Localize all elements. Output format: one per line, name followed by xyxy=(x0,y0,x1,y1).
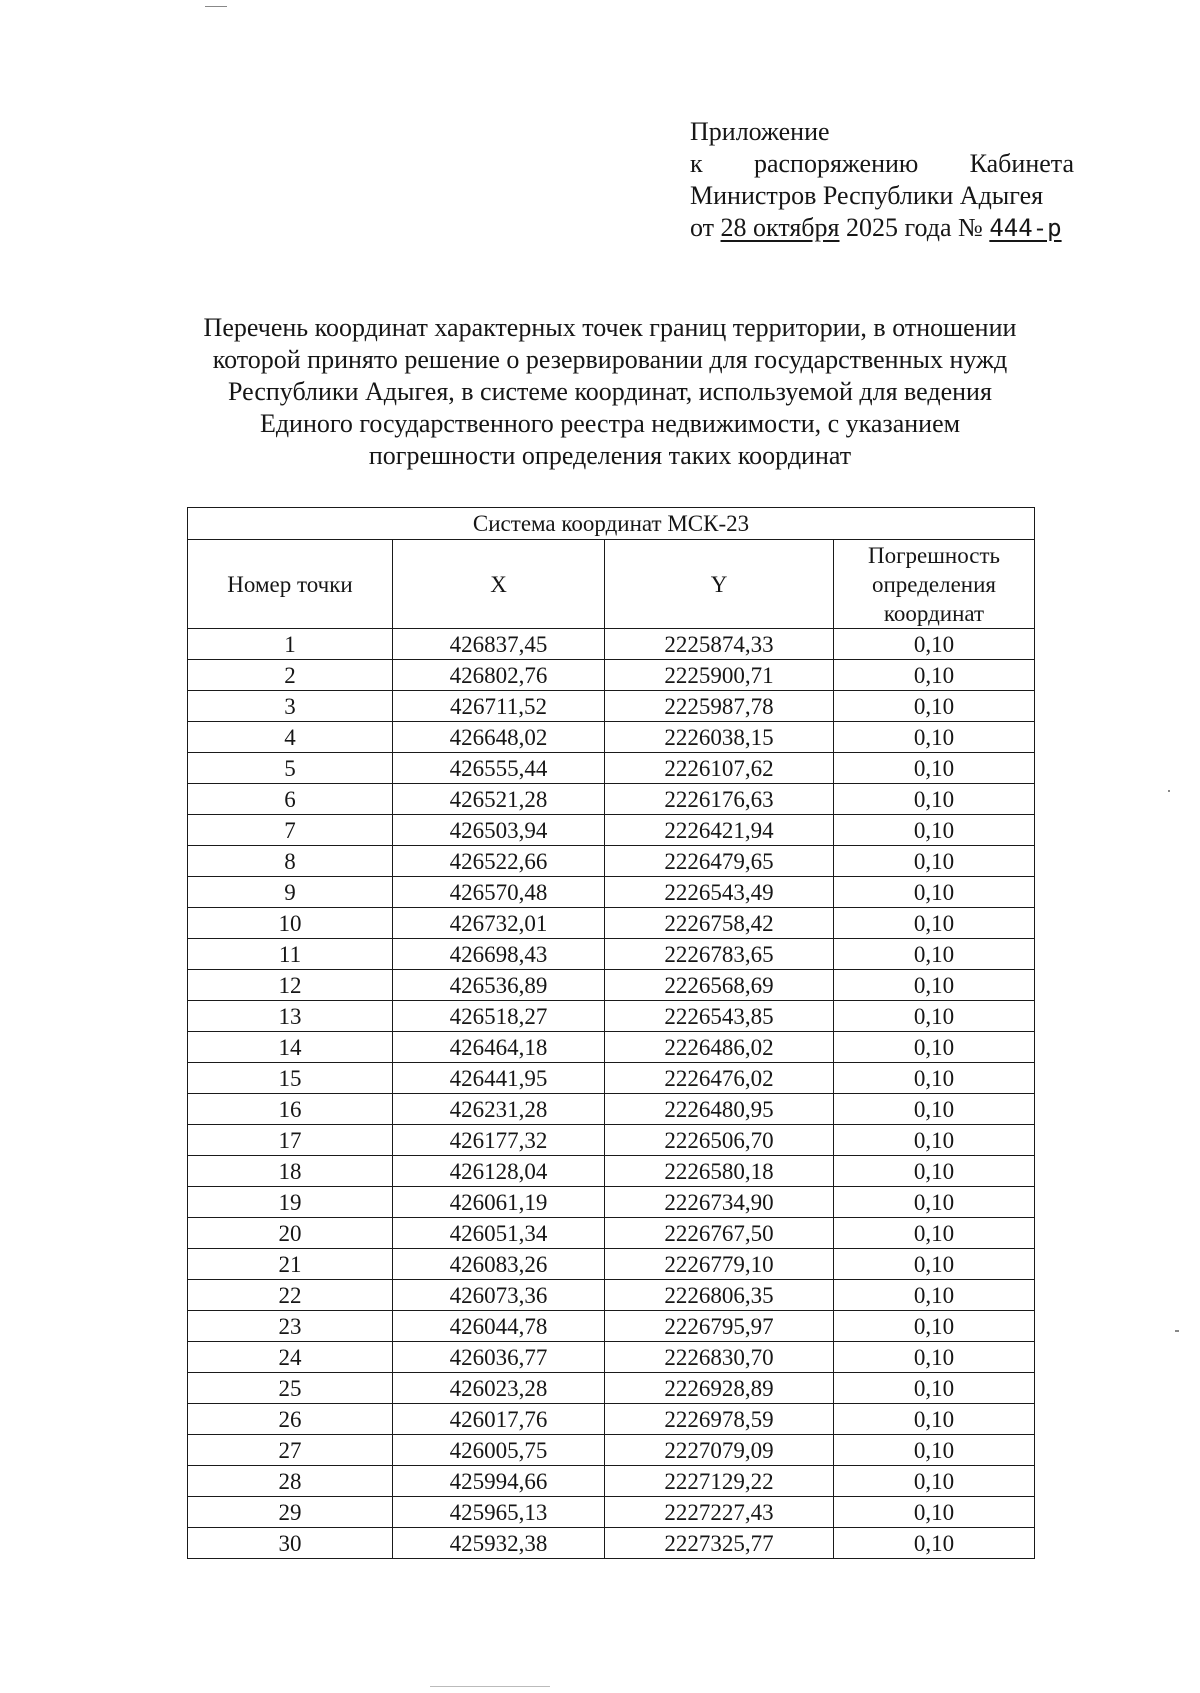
y-coordinate-cell: 2226806,35 xyxy=(605,1280,834,1311)
error-cell: 0,10 xyxy=(834,1063,1035,1094)
error-cell: 0,10 xyxy=(834,1218,1035,1249)
y-coordinate-cell: 2226038,15 xyxy=(605,722,834,753)
point-number-cell: 1 xyxy=(188,629,393,660)
table-row xyxy=(188,1032,1035,1063)
point-number-cell: 3 xyxy=(188,691,393,722)
table-row xyxy=(188,1187,1035,1218)
x-coordinate-cell: 425932,38 xyxy=(393,1528,605,1559)
x-coordinate-cell: 426522,66 xyxy=(393,846,605,877)
coordinates-table xyxy=(187,507,1035,1559)
point-number-cell: 4 xyxy=(188,722,393,753)
table-row xyxy=(188,1063,1035,1094)
point-number-cell: 29 xyxy=(188,1497,393,1528)
error-cell: 0,10 xyxy=(834,691,1035,722)
y-coordinate-cell: 2227129,22 xyxy=(605,1466,834,1497)
appendix-date-filled: 28 октября xyxy=(720,213,840,242)
x-coordinate-cell: 426005,75 xyxy=(393,1435,605,1466)
title-line: погрешности определения таких координат xyxy=(368,441,852,470)
error-cell: 0,10 xyxy=(834,939,1035,970)
title-line: Перечень координат характерных точек границ территории, в отношении xyxy=(203,313,1017,342)
y-coordinate-cell: 2226107,62 xyxy=(605,753,834,784)
point-number-cell: 17 xyxy=(188,1125,393,1156)
table-row xyxy=(188,1435,1035,1466)
appendix-block xyxy=(690,116,1074,244)
table-row xyxy=(188,1001,1035,1032)
error-cell: 0,10 xyxy=(834,1497,1035,1528)
x-coordinate-cell: 426231,28 xyxy=(393,1094,605,1125)
table-row xyxy=(188,691,1035,722)
table-row xyxy=(188,1156,1035,1187)
table-row xyxy=(188,1311,1035,1342)
point-number-header: Номер точки xyxy=(188,540,393,629)
error-cell: 0,10 xyxy=(834,1249,1035,1280)
point-number-cell: 25 xyxy=(188,1373,393,1404)
x-coordinate-cell: 426648,02 xyxy=(393,722,605,753)
coordinate-system-header: Система координат МСК-23 xyxy=(188,508,1035,540)
error-cell: 0,10 xyxy=(834,1187,1035,1218)
error-cell: 0,10 xyxy=(834,660,1035,691)
y-coordinate-cell: 2226543,85 xyxy=(605,1001,834,1032)
error-cell: 0,10 xyxy=(834,722,1035,753)
y-coordinate-cell: 2226543,49 xyxy=(605,877,834,908)
table-row xyxy=(188,1218,1035,1249)
error-cell: 0,10 xyxy=(834,1435,1035,1466)
point-number-cell: 8 xyxy=(188,846,393,877)
scan-artifact xyxy=(1175,1330,1179,1332)
appendix-ministers-line: Министров Республики Адыгея xyxy=(690,181,1044,210)
y-coordinate-cell: 2226506,70 xyxy=(605,1125,834,1156)
table-row xyxy=(188,815,1035,846)
point-number-cell: 13 xyxy=(188,1001,393,1032)
x-coordinate-cell: 426711,52 xyxy=(393,691,605,722)
y-coordinate-cell: 2227227,43 xyxy=(605,1497,834,1528)
error-cell: 0,10 xyxy=(834,1404,1035,1435)
y-coordinate-cell: 2226568,69 xyxy=(605,970,834,1001)
point-number-cell: 20 xyxy=(188,1218,393,1249)
table-row xyxy=(188,784,1035,815)
table-row xyxy=(188,846,1035,877)
error-header-line: определения xyxy=(872,571,997,597)
y-coordinate-cell: 2226758,42 xyxy=(605,908,834,939)
coordinates-table-body xyxy=(188,629,1035,1559)
title-line: Республики Адыгея, в системе координат, используемой для ведения xyxy=(228,377,992,406)
error-header xyxy=(834,540,1035,629)
appendix-preposition: к xyxy=(690,149,703,178)
x-coordinate-cell: 426536,89 xyxy=(393,970,605,1001)
error-header-line: координат xyxy=(883,600,985,626)
point-number-cell: 19 xyxy=(188,1187,393,1218)
x-coordinate-cell: 426837,45 xyxy=(393,629,605,660)
point-number-cell: 23 xyxy=(188,1311,393,1342)
y-coordinate-cell: 2226830,70 xyxy=(605,1342,834,1373)
y-coordinate-cell: 2227325,77 xyxy=(605,1528,834,1559)
y-coordinate-cell: 2226486,02 xyxy=(605,1032,834,1063)
error-cell: 0,10 xyxy=(834,629,1035,660)
x-coordinate-cell: 426503,94 xyxy=(393,815,605,846)
x-coordinate-cell: 426518,27 xyxy=(393,1001,605,1032)
point-number-cell: 26 xyxy=(188,1404,393,1435)
error-cell: 0,10 xyxy=(834,1373,1035,1404)
x-coordinate-cell: 426073,36 xyxy=(393,1280,605,1311)
table-row xyxy=(188,1497,1035,1528)
table-row xyxy=(188,1125,1035,1156)
point-number-cell: 12 xyxy=(188,970,393,1001)
x-header: X xyxy=(393,540,605,629)
error-cell: 0,10 xyxy=(834,970,1035,1001)
x-coordinate-cell: 426698,43 xyxy=(393,939,605,970)
y-coordinate-cell: 2226176,63 xyxy=(605,784,834,815)
y-coordinate-cell: 2227079,09 xyxy=(605,1435,834,1466)
error-cell: 0,10 xyxy=(834,1156,1035,1187)
x-coordinate-cell: 426521,28 xyxy=(393,784,605,815)
point-number-cell: 5 xyxy=(188,753,393,784)
table-row xyxy=(188,1373,1035,1404)
x-coordinate-cell: 426044,78 xyxy=(393,1311,605,1342)
error-cell: 0,10 xyxy=(834,784,1035,815)
table-row xyxy=(188,629,1035,660)
y-coordinate-cell: 2226978,59 xyxy=(605,1404,834,1435)
point-number-cell: 7 xyxy=(188,815,393,846)
x-coordinate-cell: 426732,01 xyxy=(393,908,605,939)
appendix-order-word: распоряжению xyxy=(753,149,919,178)
error-cell: 0,10 xyxy=(834,908,1035,939)
table-row xyxy=(188,1094,1035,1125)
error-cell: 0,10 xyxy=(834,877,1035,908)
point-number-cell: 24 xyxy=(188,1342,393,1373)
point-number-cell: 11 xyxy=(188,939,393,970)
x-coordinate-cell: 426128,04 xyxy=(393,1156,605,1187)
point-number-cell: 22 xyxy=(188,1280,393,1311)
x-coordinate-cell: 426023,28 xyxy=(393,1373,605,1404)
x-coordinate-cell: 426464,18 xyxy=(393,1032,605,1063)
y-coordinate-cell: 2226783,65 xyxy=(605,939,834,970)
document-title xyxy=(150,312,1070,472)
table-row xyxy=(188,877,1035,908)
y-coordinate-cell: 2226795,97 xyxy=(605,1311,834,1342)
appendix-date-prefix: от xyxy=(690,213,715,242)
table-row xyxy=(188,1249,1035,1280)
error-cell: 0,10 xyxy=(834,753,1035,784)
x-coordinate-cell: 425965,13 xyxy=(393,1497,605,1528)
x-coordinate-cell: 426051,34 xyxy=(393,1218,605,1249)
y-coordinate-cell: 2226779,10 xyxy=(605,1249,834,1280)
point-number-cell: 28 xyxy=(188,1466,393,1497)
error-cell: 0,10 xyxy=(834,1311,1035,1342)
x-coordinate-cell: 426570,48 xyxy=(393,877,605,908)
point-number-cell: 6 xyxy=(188,784,393,815)
error-cell: 0,10 xyxy=(834,1032,1035,1063)
y-coordinate-cell: 2225874,33 xyxy=(605,629,834,660)
error-cell: 0,10 xyxy=(834,1094,1035,1125)
y-coordinate-cell: 2226421,94 xyxy=(605,815,834,846)
point-number-cell: 15 xyxy=(188,1063,393,1094)
table-row xyxy=(188,660,1035,691)
appendix-cabinet-word: Кабинета xyxy=(969,149,1074,178)
y-coordinate-cell: 2226580,18 xyxy=(605,1156,834,1187)
y-coordinate-cell: 2226767,50 xyxy=(605,1218,834,1249)
table-row xyxy=(188,1280,1035,1311)
point-number-cell: 14 xyxy=(188,1032,393,1063)
x-coordinate-cell: 426441,95 xyxy=(393,1063,605,1094)
error-header-line: Погрешность xyxy=(867,542,1001,568)
x-coordinate-cell: 426083,26 xyxy=(393,1249,605,1280)
table-row xyxy=(188,939,1035,970)
x-coordinate-cell: 426177,32 xyxy=(393,1125,605,1156)
title-line: которой принято решение о резервировании для государственных нужд xyxy=(212,345,1008,374)
title-line: Единого государственного реестра недвижимости, с указанием xyxy=(259,409,961,438)
y-coordinate-cell: 2226480,95 xyxy=(605,1094,834,1125)
point-number-cell: 18 xyxy=(188,1156,393,1187)
point-number-cell: 30 xyxy=(188,1528,393,1559)
x-coordinate-cell: 426036,77 xyxy=(393,1342,605,1373)
y-coordinate-cell: 2225987,78 xyxy=(605,691,834,722)
table-row xyxy=(188,1466,1035,1497)
x-coordinate-cell: 425994,66 xyxy=(393,1466,605,1497)
appendix-label: Приложение xyxy=(690,117,830,146)
x-coordinate-cell: 426555,44 xyxy=(393,753,605,784)
error-cell: 0,10 xyxy=(834,1125,1035,1156)
y-coordinate-cell: 2226734,90 xyxy=(605,1187,834,1218)
x-coordinate-cell: 426802,76 xyxy=(393,660,605,691)
table-row xyxy=(188,1404,1035,1435)
appendix-year: 2025 года № xyxy=(846,213,983,242)
x-coordinate-cell: 426017,76 xyxy=(393,1404,605,1435)
table-row xyxy=(188,908,1035,939)
error-cell: 0,10 xyxy=(834,1342,1035,1373)
y-header: Y xyxy=(605,540,834,629)
appendix-order-line xyxy=(690,148,1074,180)
scan-artifact xyxy=(1168,790,1170,792)
point-number-cell: 21 xyxy=(188,1249,393,1280)
point-number-cell: 16 xyxy=(188,1094,393,1125)
error-cell: 0,10 xyxy=(834,1001,1035,1032)
table-row xyxy=(188,753,1035,784)
scan-artifact xyxy=(430,1686,550,1687)
appendix-number-filled: 444-р xyxy=(989,214,1062,242)
point-number-cell: 27 xyxy=(188,1435,393,1466)
y-coordinate-cell: 2226476,02 xyxy=(605,1063,834,1094)
error-cell: 0,10 xyxy=(834,846,1035,877)
y-coordinate-cell: 2226928,89 xyxy=(605,1373,834,1404)
error-cell: 0,10 xyxy=(834,1280,1035,1311)
point-number-cell: 10 xyxy=(188,908,393,939)
table-row xyxy=(188,722,1035,753)
y-coordinate-cell: 2226479,65 xyxy=(605,846,834,877)
table-row xyxy=(188,1342,1035,1373)
scan-artifact xyxy=(205,6,227,7)
table-row xyxy=(188,970,1035,1001)
appendix-date-line xyxy=(690,212,1074,244)
point-number-cell: 9 xyxy=(188,877,393,908)
table-row xyxy=(188,1528,1035,1559)
error-cell: 0,10 xyxy=(834,1466,1035,1497)
error-cell: 0,10 xyxy=(834,1528,1035,1559)
x-coordinate-cell: 426061,19 xyxy=(393,1187,605,1218)
error-cell: 0,10 xyxy=(834,815,1035,846)
y-coordinate-cell: 2225900,71 xyxy=(605,660,834,691)
point-number-cell: 2 xyxy=(188,660,393,691)
